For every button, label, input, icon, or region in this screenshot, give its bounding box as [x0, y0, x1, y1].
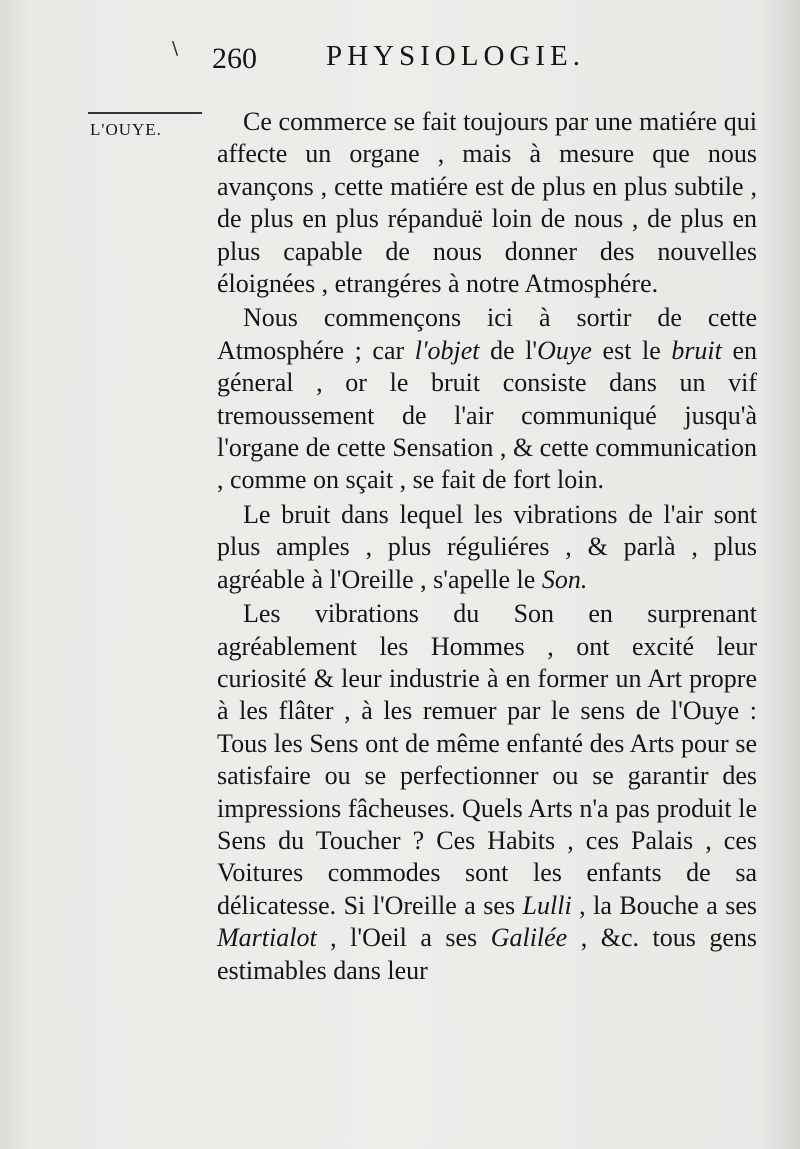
page-number: 260: [212, 42, 257, 75]
italic-text: Ouye: [537, 335, 592, 365]
italic-text: bruit: [671, 335, 722, 365]
paragraph: [217, 302, 757, 496]
text-segment: Le bruit dans lequel les vibrations de l'air sont plus amples , plus réguliéres , & parlà , plus agréable à l'Oreille , s'apelle le: [217, 499, 757, 594]
italic-text: l'objet: [414, 335, 480, 365]
running-title: PHYSIOLOGIE.: [326, 40, 585, 72]
page-header: [0, 38, 800, 78]
text-segment: , &c. tous gens estimables dans leur: [217, 923, 757, 985]
text-segment: , la Bouche a ses: [571, 890, 757, 920]
text-segment: Les vibrations du Son en surprenant agréablement les Hommes , ont excité leur curiosité & leur industrie à en former un Art propre à les flâter , à les remuer par le sens de l'Ouye : Tous les Sens ont de même enfanté des Arts pour se satisfaire ou se perfectionner ou se garantir des impressions fâcheuses. Quels Arts n'a pas produit le Sens du Toucher ? Ces Habits , ces Palais , ces Voitures commodes sont les enfants de sa délicatesse. Si l'Oreille a ses: [217, 599, 757, 920]
text-segment: en géneral , or le bruit consiste dans un vif tremoussement de l'air communiqué jusqu'à l'organe de cette Sensation , & cette communication , comme on sçait , se fait de fort loin.: [217, 335, 757, 495]
text-segment: Ce commerce se fait toujours par une matiére qui affecte un organe , mais à mesure que nous avançons , cette matiére est de plus en plus subtile , de plus en plus répanduë loin de nous , de plus en plus capable de nous donner des nouvelles éloignées , etrangéres à notre Atmosphére.: [217, 107, 757, 299]
margin-note: L'OUYE.: [90, 120, 162, 139]
paragraph: [217, 499, 757, 596]
text-segment: est le: [591, 335, 672, 365]
italic-text: Lulli: [522, 890, 572, 920]
italic-text: Martialot: [217, 923, 317, 953]
margin-mark: \: [172, 38, 179, 59]
paragraph: [217, 598, 757, 987]
italic-text: Son.: [541, 564, 588, 594]
text-segment: Nous commençons ici à sortir de cette Atmosphére ; car: [217, 303, 757, 365]
body-text: [217, 106, 757, 987]
margin-rule: [88, 112, 202, 114]
italic-text: Galilée: [490, 923, 568, 953]
paragraph: [217, 106, 757, 300]
text-segment: , l'Oeil a ses: [316, 923, 491, 953]
text-segment: de l': [479, 335, 538, 365]
